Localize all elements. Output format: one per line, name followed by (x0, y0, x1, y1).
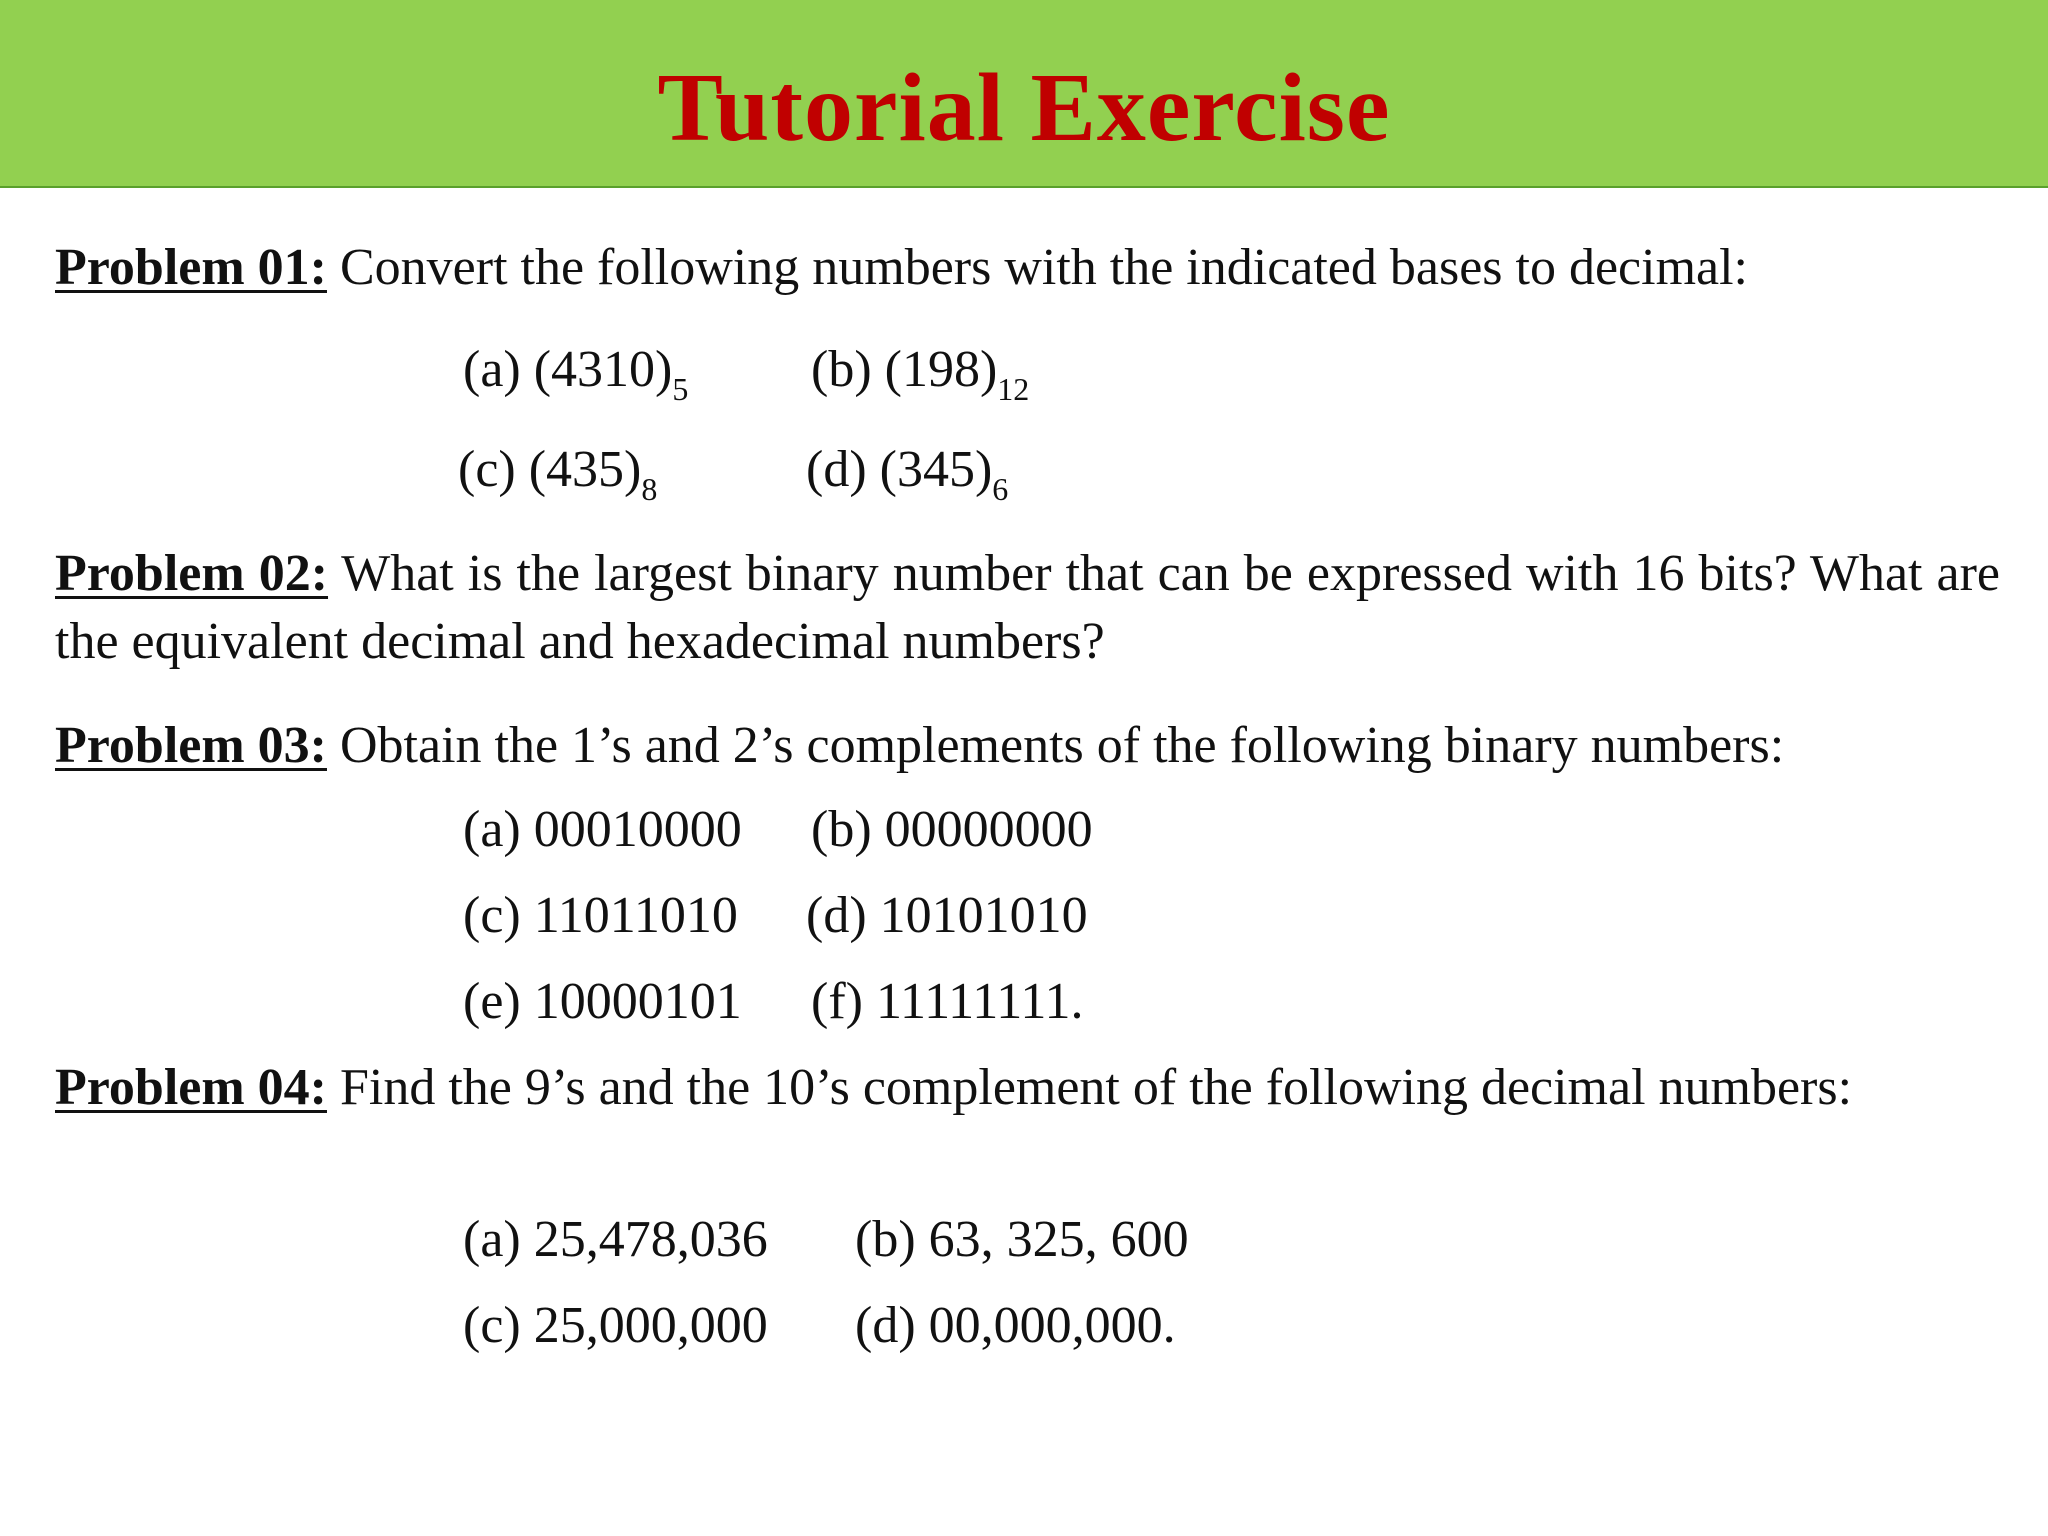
number-base: 5 (672, 371, 689, 407)
problem-text: Obtain the 1’s and 2’s complements of the following binary numbers: (339, 717, 1785, 774)
title-bar (0, 0, 2048, 188)
list-item: (b) $(198)_{12}$ (811, 341, 1030, 407)
problem-label: Problem 03: (55, 717, 327, 774)
problem-label: Problem 01: (55, 239, 327, 296)
list-item: (a) 00010000 (463, 801, 742, 858)
problem-04 (55, 1054, 2000, 1122)
problem-label: Problem 02: (55, 545, 329, 602)
list-item: (c) $(435)_8$ (458, 441, 658, 507)
problem-text: Convert the following numbers with the indicated bases to decimal: (339, 239, 1748, 296)
list-item: (c) 11011010 (463, 887, 738, 944)
list-item: (d) 10101010 (806, 887, 1088, 944)
problem-text: Find the 9’s and the 10’s complement of the following decimal numbers: (339, 1059, 1853, 1116)
list-item: (f) 11111111. (811, 973, 1084, 1030)
list-item: (c) 25,000,000 (463, 1297, 768, 1354)
page-title: Tutorial Exercise (657, 54, 1391, 162)
problem-label: Problem 04: (55, 1059, 327, 1116)
problem-text: What is the largest binary number that can be expressed with 16 bits? What are the equivalent decimal and hexadecimal numbers? (55, 545, 2000, 670)
number-base: 6 (992, 471, 1009, 507)
number-base: 8 (641, 471, 658, 507)
list-item: (e) 10000101 (463, 973, 742, 1030)
list-item: (b) 63, 325, 600 (855, 1211, 1189, 1268)
problem-01 (55, 234, 2000, 302)
problem-03 (55, 712, 2000, 780)
list-item: (a) 25,478,036 (463, 1211, 768, 1268)
number-base: 12 (997, 371, 1030, 407)
list-item: (d) $(345)_6$ (806, 441, 1009, 507)
list-item: (a) $(4310)_5$ (463, 341, 689, 407)
problem-02 (55, 540, 2000, 676)
list-item: (b) 00000000 (811, 801, 1093, 858)
list-item: (d) 00,000,000. (855, 1297, 1176, 1354)
